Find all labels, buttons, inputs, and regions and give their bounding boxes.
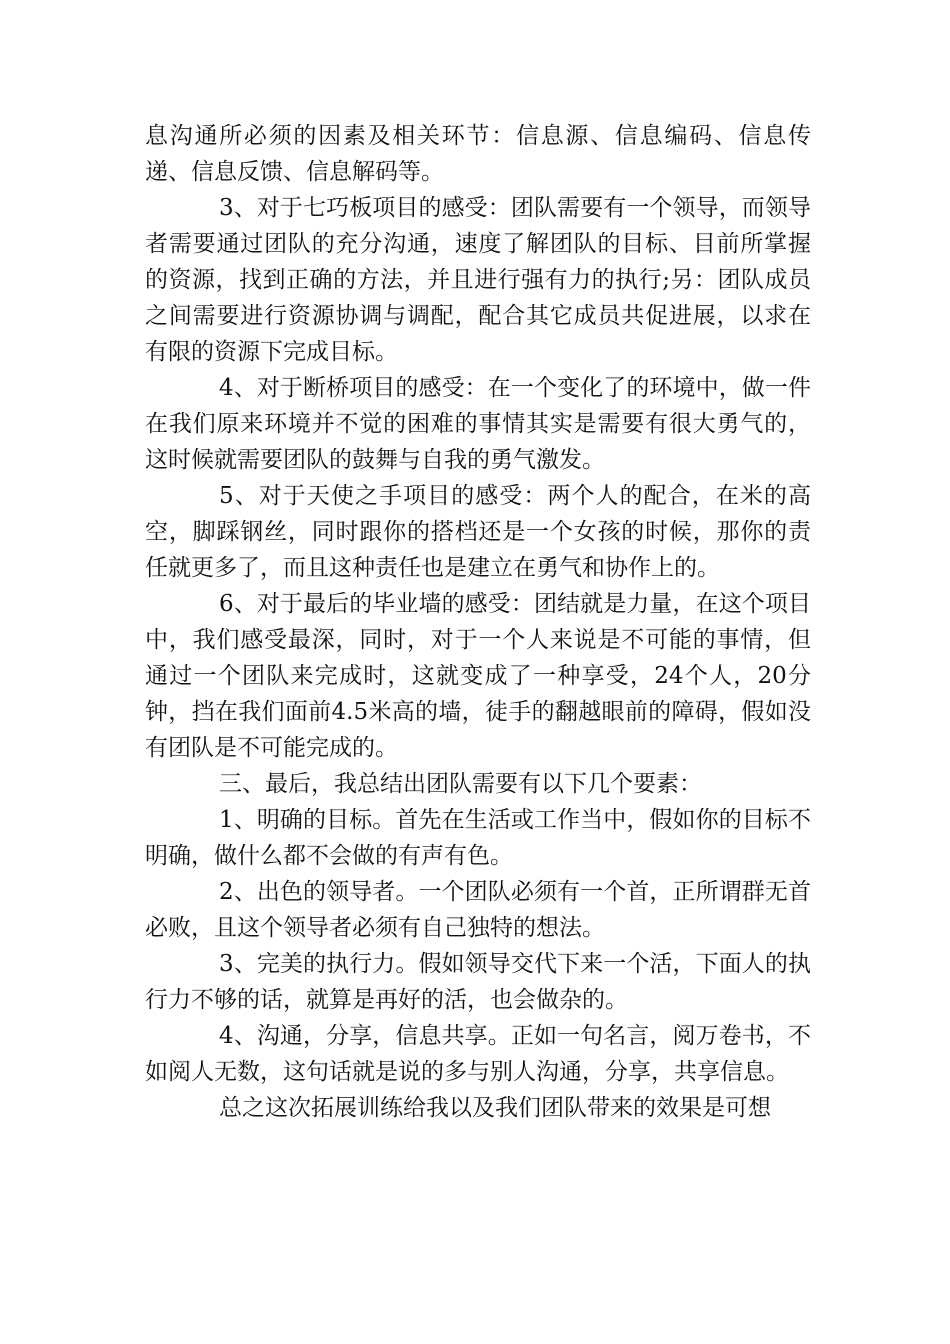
paragraph-6: 三、最后，我总结出团队需要有以下几个要素： [219,771,702,797]
paragraph-10: 4、沟通，分享，信息共享。正如一句名言，阅万卷书，不如阅人无数，这句话就是说的多与别人沟通，分享，共享信息。 [145,1023,811,1085]
paragraph-1: 息沟通所必须的因素及相关环节：信息源、信息编码、信息传递、信息反馈、信息解码等。 [145,123,811,185]
paragraph-7: 1、明确的目标。首先在生活或工作当中，假如你的目标不明确，做什么都不会做的有声有色。 [145,807,811,869]
paragraph-11: 总之这次拓展训练给我以及我们团队带来的效果是可想 [219,1095,771,1121]
paragraph-9: 3、完美的执行力。假如领导交代下来一个活，下面人的执行力不够的话，就算是再好的活，也会做杂的。 [145,951,811,1013]
paragraph-3: 4、对于断桥项目的感受：在一个变化了的环境中，做一件在我们原来环境并不觉的困难的事情其实是需要有很大勇气的，这时候就需要团队的鼓舞与自我的勇气激发。 [145,375,811,473]
paragraph-5: 6、对于最后的毕业墙的感受：团结就是力量，在这个项目中，我们感受最深，同时，对于一个人来说是不可能的事情，但通过一个团队来完成时，这就变成了一种享受，24个人，20分钟，挡在我们面前4.5米高的墙，徒手的翻越眼前的障碍，假如没有团队是不可能完成的。 [145,591,811,761]
paragraph-2: 3、对于七巧板项目的感受：团队需要有一个领导，而领导者需要通过团队的充分沟通，速度了解团队的目标、目前所掌握的资源，找到正确的方法，并且进行强有力的执行;另：团队成员之间需要进行资源协调与调配，配合其它成员共促进展，以求在有限的资源下完成目标。 [145,195,811,365]
document-body [145,118,811,1126]
paragraph-8: 2、出色的领导者。一个团队必须有一个首，正所谓群无首必败，且这个领导者必须有自己独特的想法。 [145,879,811,941]
paragraph-4: 5、对于天使之手项目的感受：两个人的配合，在米的高空，脚踩钢丝，同时跟你的搭档还是一个女孩的时候，那你的责任就更多了，而且这种责任也是建立在勇气和协作上的。 [145,483,811,581]
